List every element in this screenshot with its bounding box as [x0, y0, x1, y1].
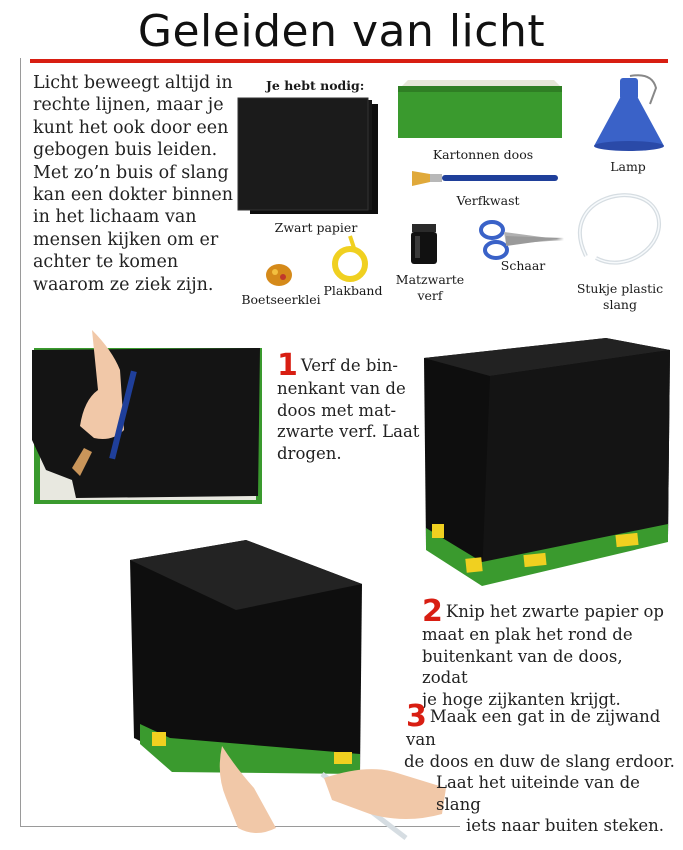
step-1-line-5: drogen.	[277, 443, 342, 463]
step-2-line-1: 2 Knip het zwarte papier op	[422, 594, 664, 629]
step3-tube-insert-photo	[126, 538, 450, 850]
label-zwart-papier: Zwart papier	[274, 220, 358, 235]
step-2-line-3: buitenkant van de doos, zodat	[422, 646, 623, 687]
intro-text: Licht beweegt altijd in rechte lijnen, maar je kunt het ook door een gebogen buis leiden. Met zo’n buis of slang kan een dokter binnen in het lichaam van mensen kijken om er achter te komen waarom ze ziek zijn.	[33, 73, 234, 295]
step-1-line-3: doos met mat-	[277, 400, 397, 420]
step-3-number: 3	[406, 699, 427, 734]
step-3-line-4: iets naar buiten steken.	[466, 816, 665, 835]
step1-painting-photo	[32, 330, 262, 508]
scissors-image	[478, 220, 568, 260]
label-kartonnen-doos: Kartonnen doos	[432, 147, 534, 162]
page-title: Geleiden van licht	[137, 6, 546, 57]
modelling-clay-image	[264, 262, 294, 288]
step-2-number: 2	[422, 594, 443, 629]
step-1-line-4: zwarte verf. Laat	[277, 422, 420, 441]
label-lamp: Lamp	[610, 159, 646, 174]
label-verf-line2: verf	[417, 288, 443, 303]
step-1	[277, 348, 422, 464]
label-verfkwast: Verfkwast	[456, 193, 520, 208]
title-underline	[30, 59, 668, 63]
step-2-line-2: maat en plak het rond de	[422, 625, 633, 644]
materials-heading: Je hebt nodig:	[266, 78, 365, 93]
label-boetseerklei: Boetseerklei	[241, 292, 321, 307]
step-2	[422, 594, 672, 710]
cardboard-box-image	[396, 78, 566, 142]
step-1-line-2: nenkant van de	[277, 379, 406, 398]
plastic-tube-image	[566, 186, 666, 276]
tape-roll-image	[330, 234, 370, 282]
step-3-line-2: de doos en duw de slang erdoor.	[404, 751, 675, 771]
step-3-line-1: 3 Maak een gat in de zijwand van	[406, 699, 661, 749]
step-3-line-3: Laat het uiteinde van de slang	[436, 773, 640, 814]
step-2-line-4: je hoge zijkanten krijgt.	[422, 689, 621, 709]
label-slang-line1: Stukje plastic	[576, 281, 664, 296]
step-1-line-1: 1 Verf de bin-	[277, 348, 398, 383]
label-verf-line1: Matzwarte	[395, 272, 465, 287]
label-slang-line2: slang	[603, 297, 637, 312]
label-schaar: Schaar	[500, 258, 546, 273]
label-plakband: Plakband	[323, 283, 383, 298]
step-1-number: 1	[277, 348, 298, 383]
lamp-image	[590, 74, 670, 154]
page-frame-left	[20, 58, 21, 826]
step2-wrapped-box-photo	[420, 336, 672, 594]
paintbrush-image	[412, 168, 562, 190]
black-paper-image	[238, 98, 388, 218]
black-paint-jar-image	[410, 222, 440, 266]
